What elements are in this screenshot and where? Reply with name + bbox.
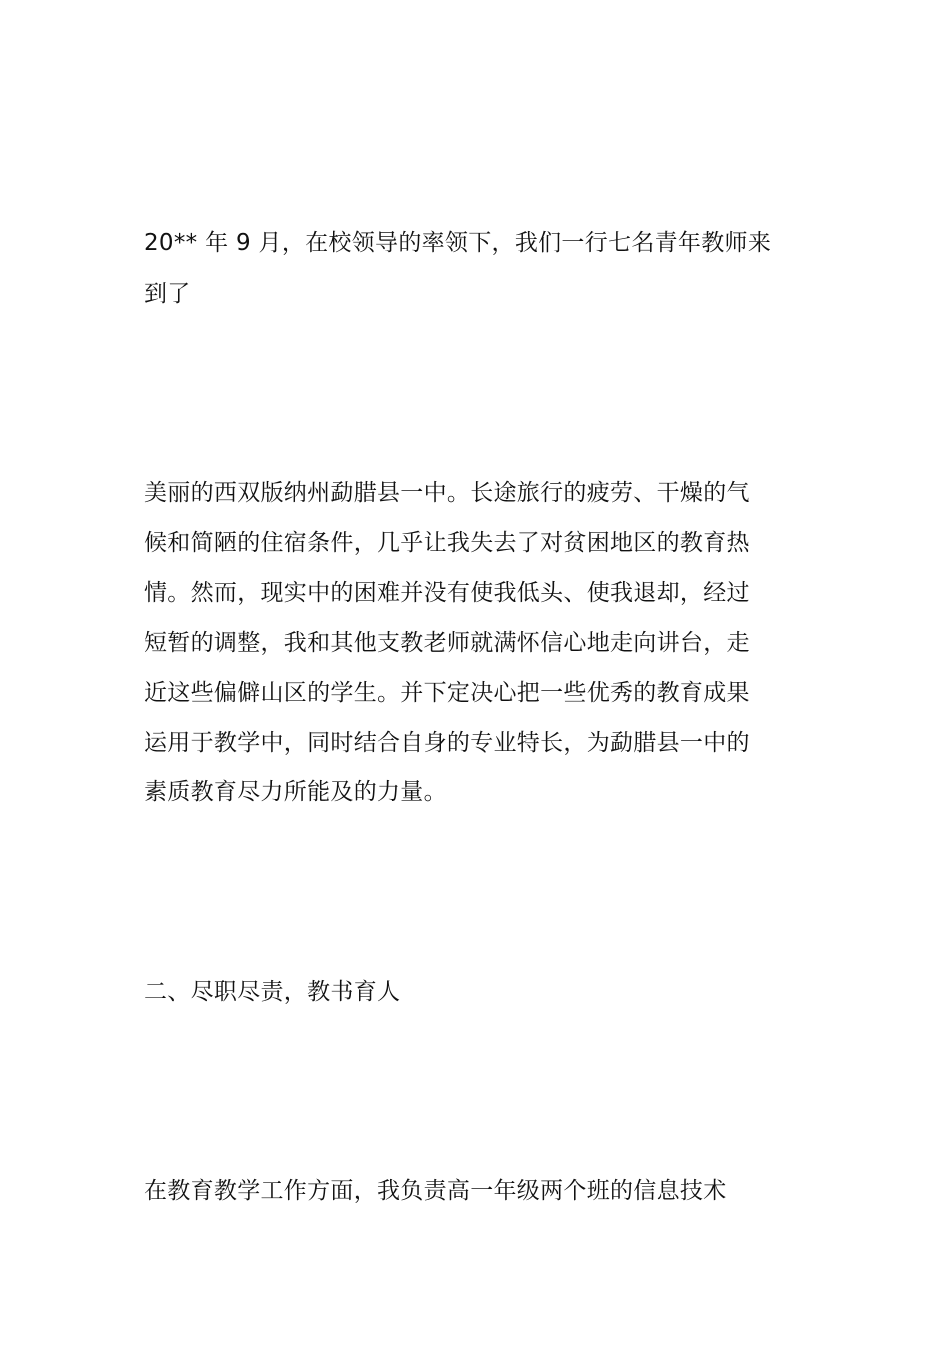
paragraph-2-line-7: 素质教育尽力所能及的力量。: [144, 779, 447, 805]
paragraph-1-line-1: 20** 年 9 月，在校领导的率领下，我们一行七名青年教师来: [144, 230, 772, 256]
paragraph-2-line-5: 近这些偏僻山区的学生。并下定决心把一些优秀的教育成果: [144, 680, 750, 706]
paragraph-1-line-2: 到了: [144, 281, 191, 307]
paragraph-2-line-2: 候和简陋的住宿条件，几乎让我失去了对贫困地区的教育热: [144, 530, 750, 556]
paragraph-2-line-4: 短暂的调整，我和其他支教老师就满怀信心地走向讲台，走: [144, 630, 750, 656]
paragraph-2-line-3: 情。然而，现实中的困难并没有使我低头、使我退却，经过: [144, 580, 750, 606]
paragraph-2-line-1: 美丽的西双版纳州勐腊县一中。长途旅行的疲劳、干燥的气: [144, 480, 750, 506]
section-heading: 二、尽职尽责，教书育人: [144, 979, 401, 1005]
paragraph-2-line-6: 运用于教学中，同时结合自身的专业特长，为勐腊县一中的: [144, 730, 750, 756]
paragraph-4-line-1: 在教育教学工作方面，我负责高一年级两个班的信息技术: [144, 1178, 727, 1204]
